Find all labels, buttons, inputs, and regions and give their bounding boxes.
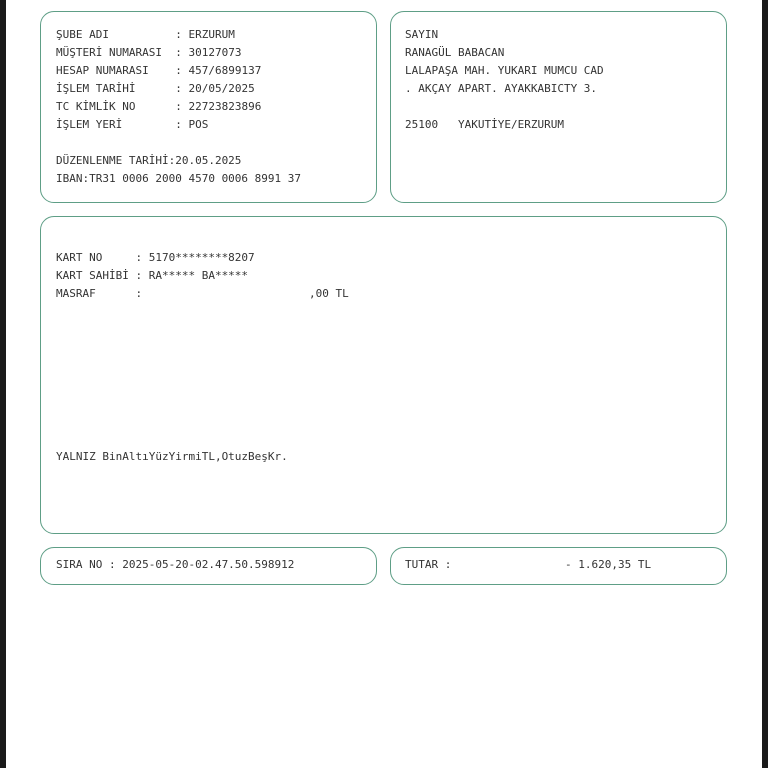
transaction-date-row: İŞLEM TARİHİ : 20/05/2025 bbox=[56, 82, 255, 95]
branch-info-box bbox=[40, 11, 377, 203]
total-label: TUTAR : bbox=[405, 558, 452, 571]
address-line-1: LALAPAŞA MAH. YUKARI MUMCU CAD bbox=[405, 64, 604, 77]
sequence-box bbox=[40, 547, 377, 585]
amount-in-words: YALNIZ BinAltıYüzYirmiTL,OtuzBeşKr. bbox=[56, 450, 288, 463]
total-box bbox=[390, 547, 727, 585]
iban: IBAN:TR31 0006 2000 4570 0006 8991 37 bbox=[56, 172, 302, 185]
fee-label: MASRAF : bbox=[56, 287, 143, 300]
postal-city: 25100 YAKUTİYE/ERZURUM bbox=[405, 118, 564, 131]
issue-date: DÜZENLENME TARİHİ:20.05.2025 bbox=[56, 154, 242, 167]
sequence-number: SIRA NO : 2025-05-20-02.47.50.598912 bbox=[56, 558, 295, 571]
address-line-2: . AKÇAY APART. AYAKKABICTY 3. bbox=[405, 82, 598, 95]
card-holder: KART SAHİBİ : RA***** BA***** bbox=[56, 269, 249, 282]
account-number-row: HESAP NUMARASI : 457/6899137 bbox=[56, 64, 262, 77]
recipient-name: RANAGÜL BABACAN bbox=[405, 46, 505, 59]
total-amount: - 1.620,35 TL bbox=[565, 558, 652, 571]
tc-id-row: TC KİMLİK NO : 22723823896 bbox=[56, 100, 262, 113]
recipient-box bbox=[390, 11, 727, 203]
transaction-place-row: İŞLEM YERİ : POS bbox=[56, 118, 209, 131]
salutation: SAYIN bbox=[405, 28, 439, 41]
branch-row: ŞUBE ADI : ERZURUM bbox=[56, 28, 235, 41]
card-number: KART NO : 5170********8207 bbox=[56, 251, 255, 264]
fee-value: ,00 TL bbox=[309, 287, 349, 300]
card-details-box bbox=[40, 216, 727, 534]
customer-number-row: MÜŞTERİ NUMARASI : 30127073 bbox=[56, 46, 242, 59]
receipt-page bbox=[6, 0, 762, 768]
